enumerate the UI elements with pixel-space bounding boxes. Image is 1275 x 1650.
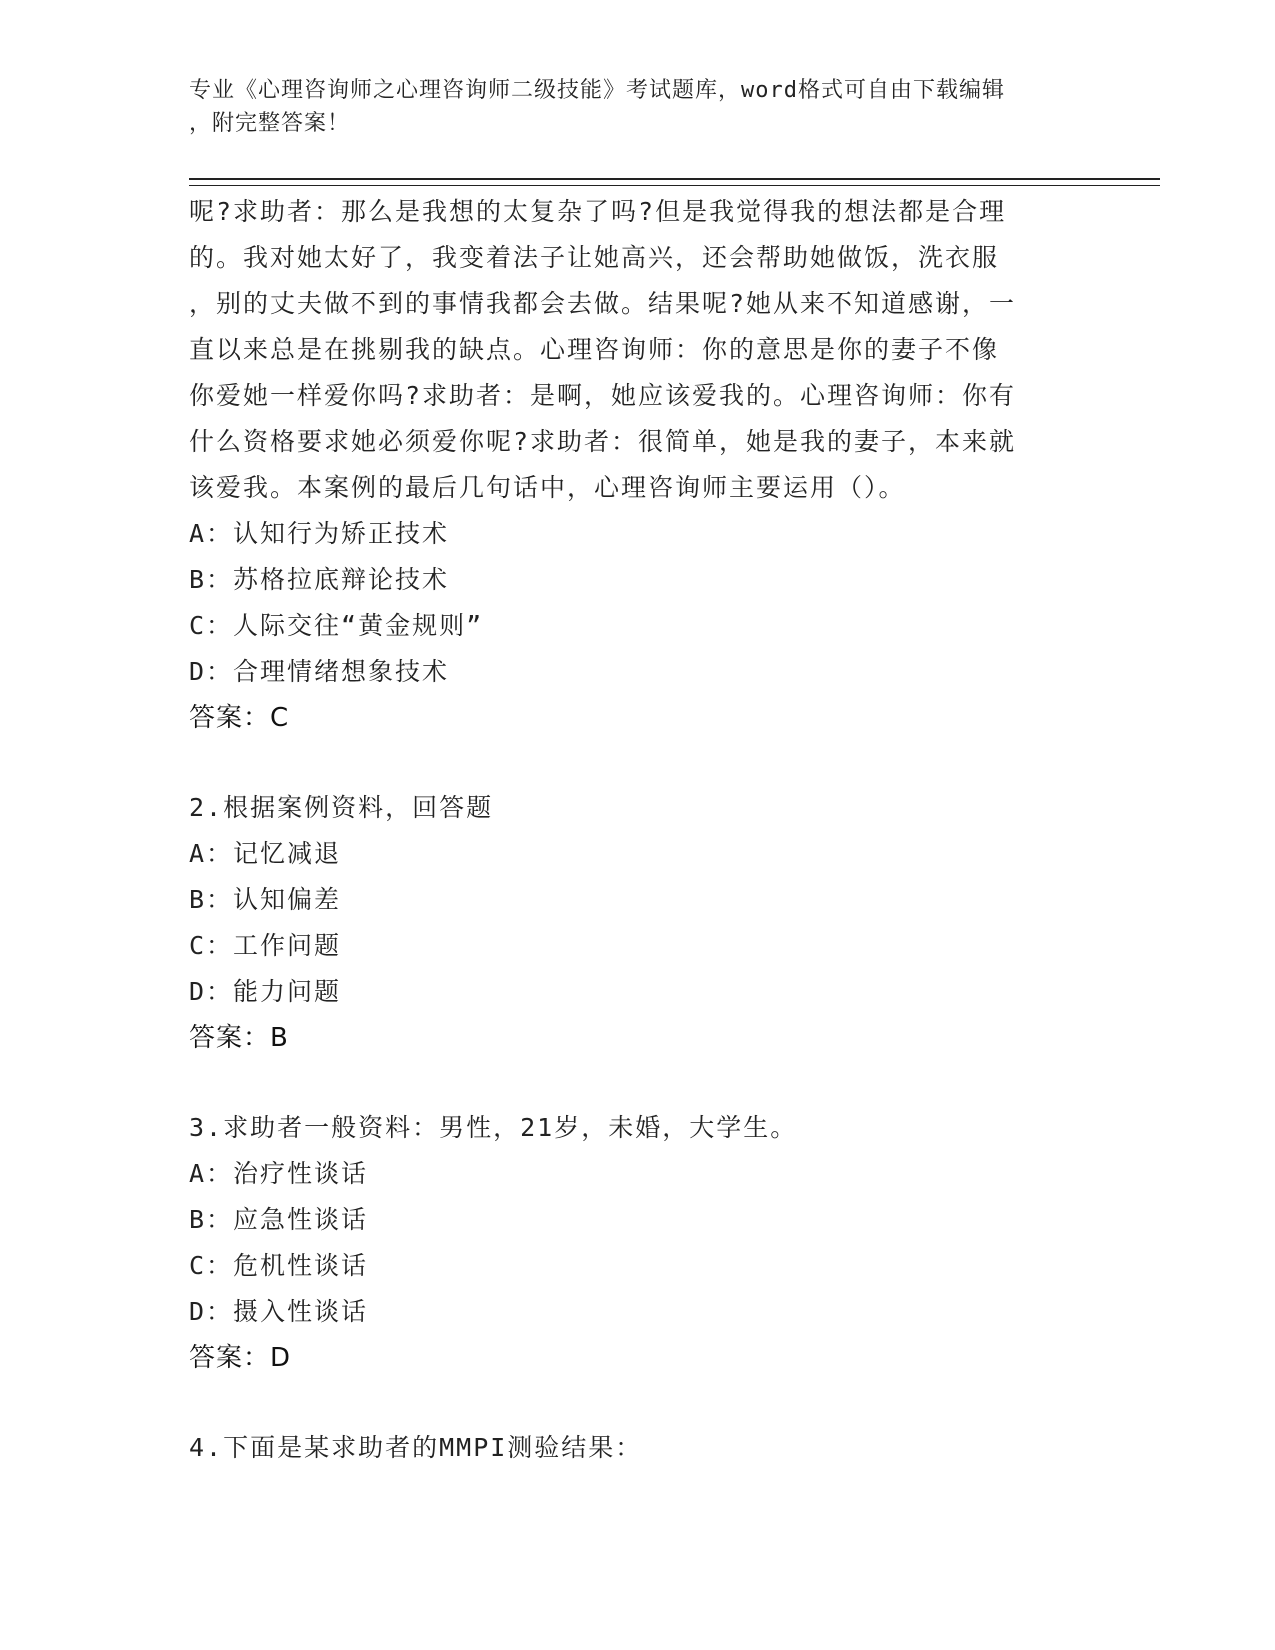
spacer (189, 741, 1089, 785)
question-3-option-a: A：治疗性谈话 (189, 1159, 369, 1188)
question-2-option-d: D：能力问题 (189, 977, 342, 1006)
spacer (189, 1381, 1089, 1425)
spacer (189, 1061, 1089, 1105)
question-3 (189, 1105, 1089, 1381)
header-divider (189, 178, 1160, 186)
question-2-answer: 答案：B (189, 1023, 289, 1053)
question-1-option-b: B：苏格拉底辩论技术 (189, 565, 450, 594)
question-1-text-line: 你爱她一样爱你吗?求助者：是啊，她应该爱我的。心理咨询师：你有 (189, 381, 1017, 410)
question-1-text-line: ，别的丈夫做不到的事情我都会去做。结果呢?她从来不知道感谢，一 (189, 289, 1017, 318)
question-3-text: 3.求助者一般资料：男性，21岁，未婚，大学生。 (189, 1113, 798, 1142)
question-1-text-line: 该爱我。本案例的最后几句话中，心理咨询师主要运用（）。 (189, 473, 906, 502)
question-2-text: 2.根据案例资料，回答题 (189, 793, 494, 822)
question-2 (189, 785, 1089, 1061)
question-1 (189, 189, 1089, 741)
question-content (189, 189, 1089, 1471)
question-2-option-b: B：认知偏差 (189, 885, 342, 914)
question-1-text-line: 什么资格要求她必须爱你呢?求助者：很简单，她是我的妻子，本来就 (189, 427, 1017, 456)
question-3-answer: 答案：D (189, 1343, 292, 1373)
question-1-text-line: 呢?求助者：那么是我想的太复杂了吗?但是我觉得我的想法都是合理 (189, 197, 1007, 226)
question-3-option-b: B：应急性谈话 (189, 1205, 369, 1234)
question-1-answer: 答案：C (189, 703, 290, 733)
question-4-text: 4.下面是某求助者的MMPI测验结果： (189, 1433, 643, 1462)
question-4 (189, 1425, 1089, 1471)
question-1-option-d: D：合理情绪想象技术 (189, 657, 450, 686)
question-3-option-d: D：摄入性谈话 (189, 1297, 369, 1326)
question-1-text-line: 直以来总是在挑剔我的缺点。心理咨询师：你的意思是你的妻子不像 (189, 335, 1000, 364)
question-2-option-c: C：工作问题 (189, 931, 342, 960)
question-2-option-a: A：记忆减退 (189, 839, 342, 868)
question-1-option-a: A：认知行为矫正技术 (189, 519, 450, 548)
question-1-text-line: 的。我对她太好了，我变着法子让她高兴，还会帮助她做饭，洗衣服 (189, 243, 1000, 272)
document-header (189, 74, 1089, 140)
question-1-option-c: C：人际交往“黄金规则” (189, 611, 484, 640)
question-3-option-c: C：危机性谈话 (189, 1251, 369, 1280)
header-title-line-1: 专业《心理咨询师之心理咨询师二级技能》考试题库，word格式可自由下载编辑 (189, 78, 1005, 103)
header-title-line-2: ，附完整答案！ (189, 111, 351, 136)
